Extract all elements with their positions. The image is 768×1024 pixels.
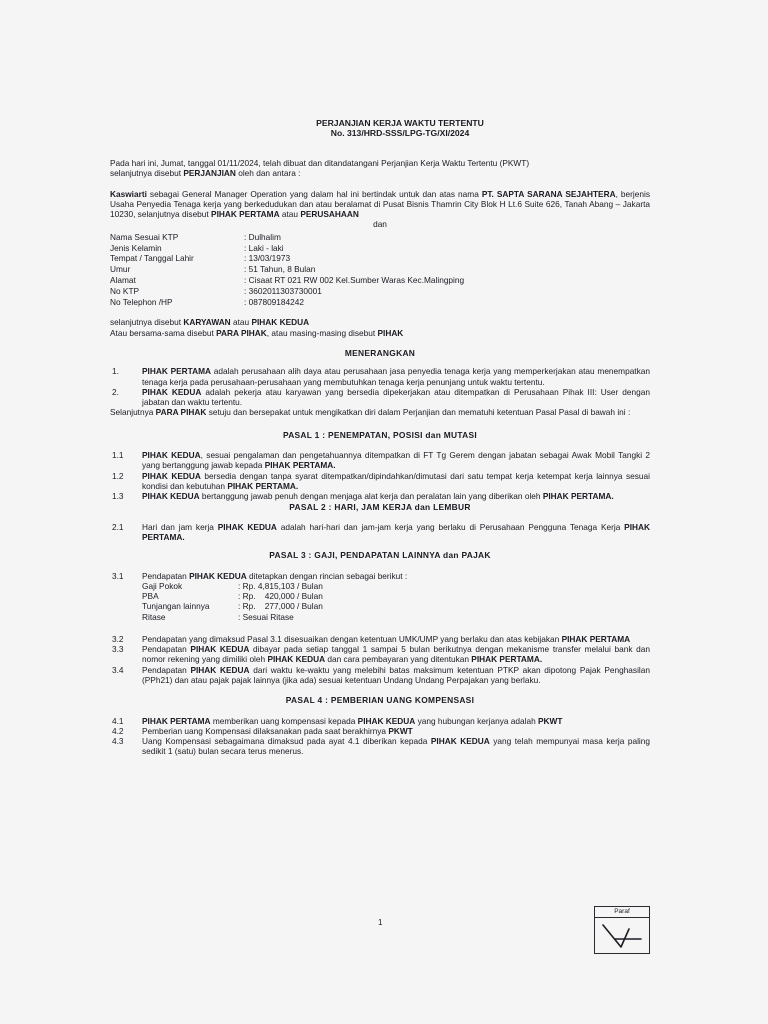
employee-field-value: : Cisaat RT 021 RW 002 Kel.Sumber Waras Kec.Malingping (244, 274, 465, 285)
salary-value: : Rp. 420,000 / Bulan (238, 591, 323, 602)
item-bold: PIHAK KEDUA (357, 715, 416, 726)
item-bold: PIHAK PERTAMA. (264, 460, 336, 471)
pasal3-item (110, 644, 650, 665)
item-bold: PIHAK KEDUA (189, 570, 247, 581)
pasal3-heading: PASAL 3 : GAJI, PENDAPATAN LAINNYA dan PAJAK (269, 550, 491, 561)
party-one-alias: PIHAK PERTAMA (211, 209, 280, 220)
item-bold: PIHAK KEDUA (142, 386, 202, 397)
item-text: ditetapkan dengan rincian sebagai berikut : (246, 570, 408, 581)
paraf-label: Paraf (595, 907, 649, 918)
item-bold: PIHAK PERTAMA. (471, 654, 543, 665)
menerangkan-item (110, 387, 650, 408)
employee-field-value: : 3602011303730001 (244, 285, 322, 296)
document-title: PERJANJIAN KERJA WAKTU TERTENTU (316, 118, 484, 128)
item-text: , sesuai pengalaman dan pengetahuannya ditempatkan di FT Tg Gerem dengan jabatan sebagai Awak Mobil Tangki 2 yang bertanggung jawab kepada (142, 450, 651, 471)
closing-text: setuju dan bersepakat untuk mengikatkan diri dalam Perjanjian dan mematuhi ketentuan Pasal Pasal di bawah ini : (206, 407, 631, 418)
item-text: memberikan uang kompensasi kepada (210, 715, 358, 726)
item-text: Hari dan jam kerja (142, 521, 218, 532)
salary-value: : Sesuai Ritase (238, 611, 294, 622)
item-text: Pendapatan (142, 664, 191, 675)
item-text: yang telah mempunyai masa kerja paling sedikit 1 (satu) bulan secara terus menerus. (142, 736, 651, 757)
intro-text: selanjutnya disebut (110, 168, 184, 179)
item-bold: PIHAK PERTAMA. (227, 480, 299, 491)
salary-label: PBA (142, 591, 159, 602)
item-bold: PIHAK KEDUA (142, 450, 201, 461)
pasal1-item (110, 471, 650, 492)
employee-field-label: Umur (110, 264, 131, 275)
pasal4-item (110, 726, 650, 736)
intro-line1: Pada hari ini, Jumat, tanggal 01/11/2024, telah dibuat dan ditandatangani Perjanjian Kerja Waktu Tertentu (PKWT) (110, 158, 530, 168)
party-two-text: Atau bersama-sama disebut (110, 327, 217, 338)
item-text: bersedia dengan tanpa syarat ditempatkan/dipindahkan/dimutasi dari satu tempat kerja ketempat kerja lainnya sesuai kondisi dan kebutuhan (142, 470, 650, 491)
employee-field-value: : Laki - laki (244, 242, 284, 253)
menerangkan-heading: MENERANGKAN (344, 347, 416, 358)
item-bold: PIHAK KEDUA (142, 470, 201, 481)
item-bold: PIHAK KEDUA (190, 644, 250, 655)
item-number: 2.1 (112, 521, 124, 532)
item-text: adalah pekerja atau karyawan yang bersedia dipekerjakan atau ditempatkan di Perusahaan Pihak III: User dengan jabatan dan waktu tertentu. (142, 386, 650, 408)
pasal1-item (110, 450, 650, 471)
pasal3-item (110, 571, 650, 581)
item-number: 1.2 (112, 470, 124, 481)
pasal2-heading: PASAL 2 : HARI, JAM KERJA dan LEMBUR (289, 501, 471, 512)
item-number: 3.4 (112, 664, 124, 675)
item-bold: PIHAK PERTAMA (142, 366, 211, 377)
salary-label: Gaji Pokok (142, 581, 183, 591)
dan-separator: dan (373, 219, 387, 230)
item-text: Pendapatan yang dimaksud Pasal 3.1 disesuaikan dengan ketentuan UMK/UMP yang berlaku dan atas kebijakan (142, 633, 562, 644)
item-bold: PIHAK KEDUA (217, 521, 277, 532)
employee-field-label: Tempat / Tanggal Lahir (110, 253, 194, 264)
employee-field-label: No Telephon /HP (110, 296, 173, 307)
item-bold: PIHAK KEDUA (267, 654, 326, 665)
item-number: 3.2 (112, 633, 124, 644)
party-one-text: sebagai General Manager Operation yang dalam hal ini bertindak untuk dan atas nama (146, 188, 482, 199)
closing-bold: PARA PIHAK (155, 407, 207, 418)
menerangkan-closing (110, 407, 650, 417)
intro-term: PERJANJIAN (183, 168, 236, 179)
party-two-alias: KARYAWAN (183, 317, 231, 328)
item-text: Pendapatan (142, 644, 191, 655)
party-two-alias: PIHAK KEDUA (251, 317, 310, 328)
item-number: 3.1 (112, 570, 124, 581)
page-number: 1 (378, 918, 383, 927)
item-text: adalah hari-hari dan jam-jam kerja yang berlaku di Perusahaan Pengguna Tenaga Kerja (276, 521, 625, 532)
item-text: dan cara pembayaran yang ditentukan (325, 654, 472, 665)
contract-body (110, 118, 650, 757)
intro-text: oleh dan antara : (235, 168, 301, 179)
item-number: 1.1 (112, 450, 124, 461)
item-text: Uang Kompensasi sebagaimana dimaksud pada ayat 4.1 diberikan kepada (142, 736, 431, 747)
item-text: dari waktu ke-waktu yang melebihi batas maksimum ketentuan PTKP akan dipotong Pajak Penghasilan (PPh21) dan atau pajak pajak lainnya (jika ada) sesuai ketentuan Undang Undang Perpajakan yang berlaku. (142, 664, 650, 685)
item-number: 1. (112, 366, 119, 377)
item-text: dibayar pada setiap tanggal 1 sampai 5 bulan berikutnya dengan mekanisme transfer melalui bank dan nomor rekening yang dimiliki oleh (142, 644, 651, 665)
party-one-paragraph (110, 189, 650, 220)
salary-value: : Rp. 277,000 / Bulan (238, 601, 323, 612)
salary-table (110, 581, 650, 622)
pasal1-heading: PASAL 1 : PENEMPATAN, POSISI dan MUTASI (282, 429, 478, 440)
party-two-text: atau (230, 317, 252, 328)
paraf-box (594, 906, 650, 954)
item-number: 4.2 (112, 725, 124, 736)
party-one-alias: PERUSAHAAN (300, 209, 359, 220)
pasal1-item (110, 491, 650, 501)
pasal4-item (110, 736, 650, 757)
item-bold: PIHAK KEDUA (142, 491, 200, 502)
closing-text: Selanjutnya (110, 407, 156, 418)
employee-details (110, 232, 650, 308)
party-two-text: selanjutnya disebut (110, 317, 184, 328)
initial-signature-icon (595, 917, 649, 953)
item-bold: PIHAK KEDUA (430, 736, 490, 747)
party-two-text: , atau masing-masing disebut (266, 327, 378, 338)
pasal4-item (110, 716, 650, 726)
item-text: adalah perusahaan alih daya atau perusahaan jasa penyedia tenaga kerja yang memperkerjakan atau menempatkan tenaga kerja pada perusahaan-perusahaan yang membutuhkan tenaga kerja penunjang untuk waktu tertentu. (142, 366, 650, 387)
party-one-name: Kaswiarti (110, 188, 147, 199)
party-two-alias: PARA PIHAK (216, 327, 267, 338)
item-bold: PIHAK PERTAMA. (542, 491, 614, 502)
menerangkan-item (110, 366, 650, 387)
pasal2-item (110, 522, 650, 543)
employee-field-value: : 51 Tahun, 8 Bulan (244, 264, 316, 275)
item-text: Pemberian uang Kompensasi dilaksanakan pada saat berakhirnya (142, 725, 389, 736)
document-number: No. 313/HRD-SSS/LPG-TG/XI/2024 (330, 128, 470, 138)
party-two-alias: PIHAK (377, 327, 404, 338)
employee-field-label: Nama Sesuai KTP (110, 231, 179, 242)
party-one-company: PT. SAPTA SARANA SEJAHTERA (481, 188, 616, 199)
party-two-paragraph (110, 317, 650, 338)
employee-field-label: No KTP (110, 285, 140, 296)
item-bold: PIHAK PERTAMA (561, 633, 631, 644)
pasal3-item (110, 634, 650, 644)
item-text: yang hubungan kerjanya adalah (415, 715, 538, 726)
item-number: 4.1 (112, 715, 124, 726)
item-number: 2. (112, 386, 119, 397)
item-bold: PIHAK PERTAMA. (142, 521, 650, 543)
employee-field-value: : 13/03/1973 (244, 253, 291, 264)
item-bold: PIHAK KEDUA (190, 664, 250, 675)
employee-field-value: : Dulhalim (244, 231, 281, 242)
salary-value: : Rp. 4,815,103 / Bulan (238, 581, 323, 591)
item-number: 3.3 (112, 644, 124, 655)
item-bold: PKWT (388, 725, 413, 736)
employee-field-value: : 087809184242 (244, 296, 304, 307)
item-text: bertanggung jawab penuh dengan menjaga alat kerja dan peralatan lain yang diberikan oleh (199, 491, 543, 502)
salary-label: Ritase (142, 611, 166, 622)
item-number: 1.3 (112, 491, 124, 502)
item-bold: PIHAK PERTAMA (142, 715, 211, 726)
party-one-text: atau (279, 209, 301, 220)
party-one-text: , berjenis Usaha Penyedia Tenaga kerja yang berkedudukan dan atau beralamat di Pusat Bisnis Thamrin City Blok H Lt.6 Suite 626, Tanah Abang – Jakarta 10230, selanjutnya disebut (110, 188, 650, 220)
item-text: Pendapatan (142, 570, 190, 581)
pasal3-item (110, 665, 650, 686)
employee-field-label: Alamat (110, 274, 136, 285)
salary-label: Tunjangan lainnya (142, 601, 210, 612)
item-bold: PKWT (538, 715, 563, 726)
item-number: 4.3 (112, 736, 124, 747)
employee-field-label: Jenis Kelamin (110, 242, 162, 253)
intro-paragraph (110, 158, 650, 179)
pasal4-heading: PASAL 4 : PEMBERIAN UANG KOMPENSASI (285, 695, 475, 706)
